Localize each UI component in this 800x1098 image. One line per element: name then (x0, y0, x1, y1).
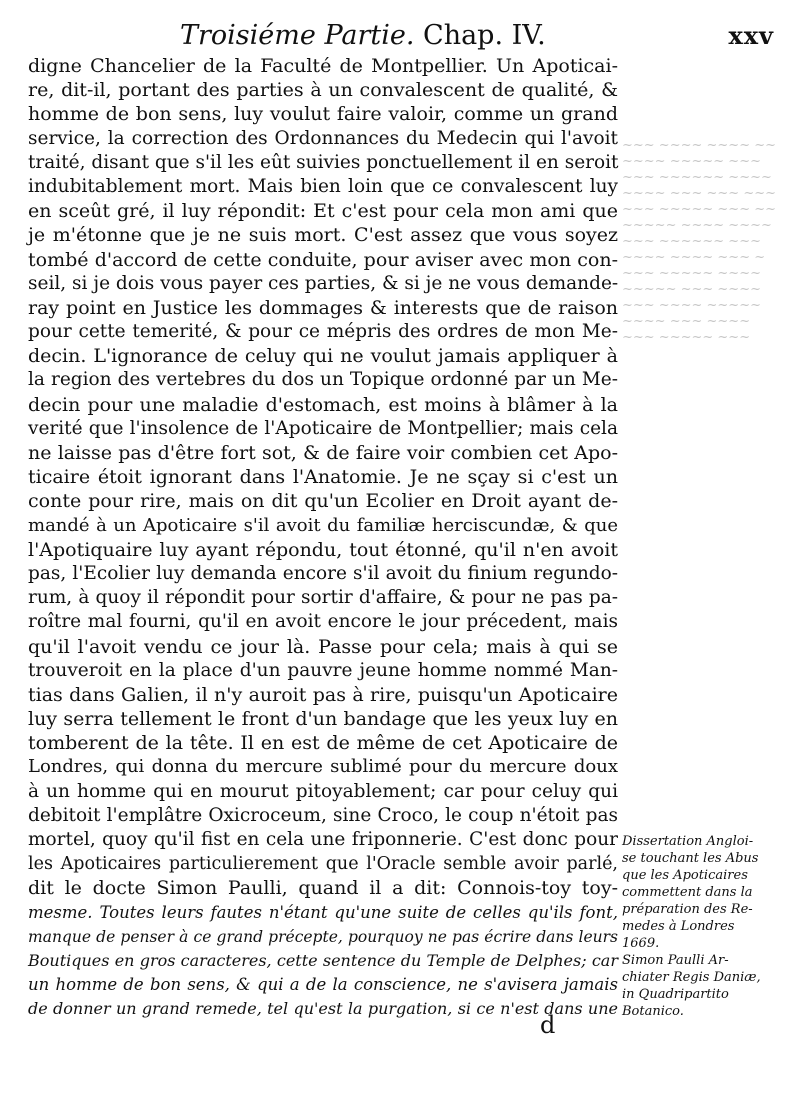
text-line: mortel, quoy qu'il fist en cela une friponnerie. C'est donc pour (28, 829, 618, 850)
running-head-part: Troisiéme Partie. (180, 20, 415, 51)
text-line: ticaire étoit ignorant dans l'Anatomie. Je ne sçay si c'est un (28, 466, 618, 489)
page-number: xxv (728, 21, 774, 50)
text-line: tombé d'accord de cette conduite, pour aviser avec mon con- (28, 248, 618, 271)
signature-mark: d (540, 1011, 556, 1039)
text-line: service, la correction des Ordonnances du Medecin qui l'avoit (28, 127, 618, 149)
text-line: indubitablement mort. Mais bien loin que ce convalescent luy (28, 175, 618, 197)
marginal-note-line: se touchant les Abus (622, 851, 759, 866)
marginal-note-line: commettent dans la (622, 885, 753, 900)
text-line: traité, disant que s'il les eût suivies ponctuellement il en seroit (28, 151, 619, 173)
running-head (180, 20, 546, 52)
marginal-note-line: que les Apoticaires (622, 868, 748, 883)
text-line: qu'il l'avoit vendu ce jour là. Passe pour cela; mais à qui se (28, 635, 618, 658)
text-line: seil, si je dois vous payer ces parties, & si je ne vous demande- (28, 272, 619, 294)
text-line: conte pour rire, mais on dit qu'un Ecolier en Droit ayant de- (28, 490, 618, 513)
text-line: re, dit-il, portant des parties à un convalescent de qualité, & (28, 79, 618, 102)
text-line: debitoit l'emplâtre Oxicroceum, sine Croco, le coup n'étoit pas (28, 804, 618, 826)
text-line: tomberent de la tête. Il en est de même de cet Apoticaire de (28, 732, 618, 755)
marginal-note-line: Dissertation Angloi- (622, 834, 754, 849)
text-line: Londres, qui donna du mercure sublimé pour du mercure doux (28, 756, 618, 778)
text-line: ne laisse pas d'être fort sot, & de faire voir combien cet Apo- (28, 442, 618, 464)
text-line: je m'étonne que je ne suis mort. C'est assez que vous soyez (28, 224, 618, 247)
text-line: roître mal fourni, qu'il en avoit encore le jour précedent, mais (28, 611, 618, 633)
text-line: dit le docte Simon Paulli, quand il a dit: Connois-toy toy- (28, 877, 618, 900)
text-line: luy serra tellement le front d'un bandage que les yeux luy en (28, 708, 618, 731)
text-line: en sceût gré, il luy répondit: Et c'est pour cela mon ami que (28, 200, 618, 223)
marginal-note-line: medes à Londres (622, 919, 735, 934)
marginal-note-line: in Quadripartito (622, 987, 729, 1002)
text-line: trouveroit en la place d'un pauvre jeune homme nommé Man- (28, 659, 618, 681)
marginal-note-line: 1669. (622, 936, 660, 951)
marginal-note-line: Botanico. (622, 1004, 684, 1019)
quotation-line: de donner un grand remede, tel qu'est la purgation, si ce n'est dans une (28, 999, 618, 1019)
marginal-note-line: chiater Regis Daniæ, (622, 970, 761, 985)
quotation-line: Boutiques en gros caracteres, cette sentence du Temple de Delphes; car (28, 950, 618, 970)
text-line: les Apoticaires particulierement que l'Oracle semble avoir parlé, (28, 854, 618, 875)
text-line: l'Apotiquaire luy ayant répondu, tout étonné, qu'il n'en avoit (28, 538, 618, 561)
text-line: mandé à un Apoticaire s'il avoit du familiæ herciscundæ, & que (28, 514, 618, 536)
text-line: ray point en Justice les dommages & interests que de raison (28, 296, 618, 319)
text-line: pas, l'Ecolier luy demanda encore s'il avoit du finium regundo- (28, 562, 618, 584)
text-line: la region des vertebres du dos un Topique ordonné par un Me- (28, 369, 618, 391)
marginal-note-line: préparation des Re- (622, 902, 753, 917)
marginal-note-line: Simon Paulli Ar- (622, 953, 729, 968)
quotation-line: un homme de bon sens, & qui a de la conscience, ne s'avisera jamais (28, 975, 618, 995)
main-text-block (28, 54, 618, 1022)
quotation-line: mesme. Toutes leurs fautes n'étant qu'une suite de celles qu'ils font, (28, 902, 618, 922)
text-line: digne Chancelier de la Faculté de Montpellier. Un Apoticai- (28, 55, 618, 77)
text-line: rum, à quoy il répondit pour sortir d'affaire, & pour ne pas pa- (28, 587, 618, 609)
marginal-note (622, 833, 792, 1020)
text-line: decin. L'ignorance de celuy qui ne voulut jamais appliquer à (28, 345, 618, 368)
text-line: decin pour une maladie d'estomach, est moins à blâmer à la (28, 393, 618, 416)
page-header (0, 20, 800, 52)
quotation-line: manque de penser à ce grand précepte, pourquoy ne pas écrire dans leurs (28, 927, 618, 946)
text-line: à un homme qui en mourut pitoyablement; car pour celuy qui (28, 780, 618, 802)
text-line: verité que l'insolence de l'Apoticaire de Montpellier; mais cela (28, 417, 618, 439)
text-line: tias dans Galien, il n'y auroit pas à rire, puisqu'un Apoticaire (28, 683, 618, 706)
running-head-chapter: Chap. IV. (414, 20, 546, 51)
text-line: homme de bon sens, luy voulut faire valoir, comme un grand (28, 103, 618, 126)
text-line: pour cette temerité, & pour ce mépris des ordres de mon Me- (28, 321, 618, 343)
show-through-text: ~~~ ~~~~ ~~~~ ~~ ~~~~ ~~~~~ ~~~ ~~~ ~~~~~~ ~~~~ ~~~~ ~~~ ~~~ ~~~ ~~~ ~~~~~ ~~~ ~~ ~~~~~ ~~~~ ~~~~ ~~~ ~~~~~~ ~~~ ~~~~ ~~~~ ~~~ ~ ~~~ ~~~~~ ~~~~ ~~~~~ ~~~ ~~~~ ~~~ ~~~~ ~~~~~ ~~~~ ~~~ ~~~~ ~~~ ~~~~~ ~~~ (622, 138, 777, 345)
